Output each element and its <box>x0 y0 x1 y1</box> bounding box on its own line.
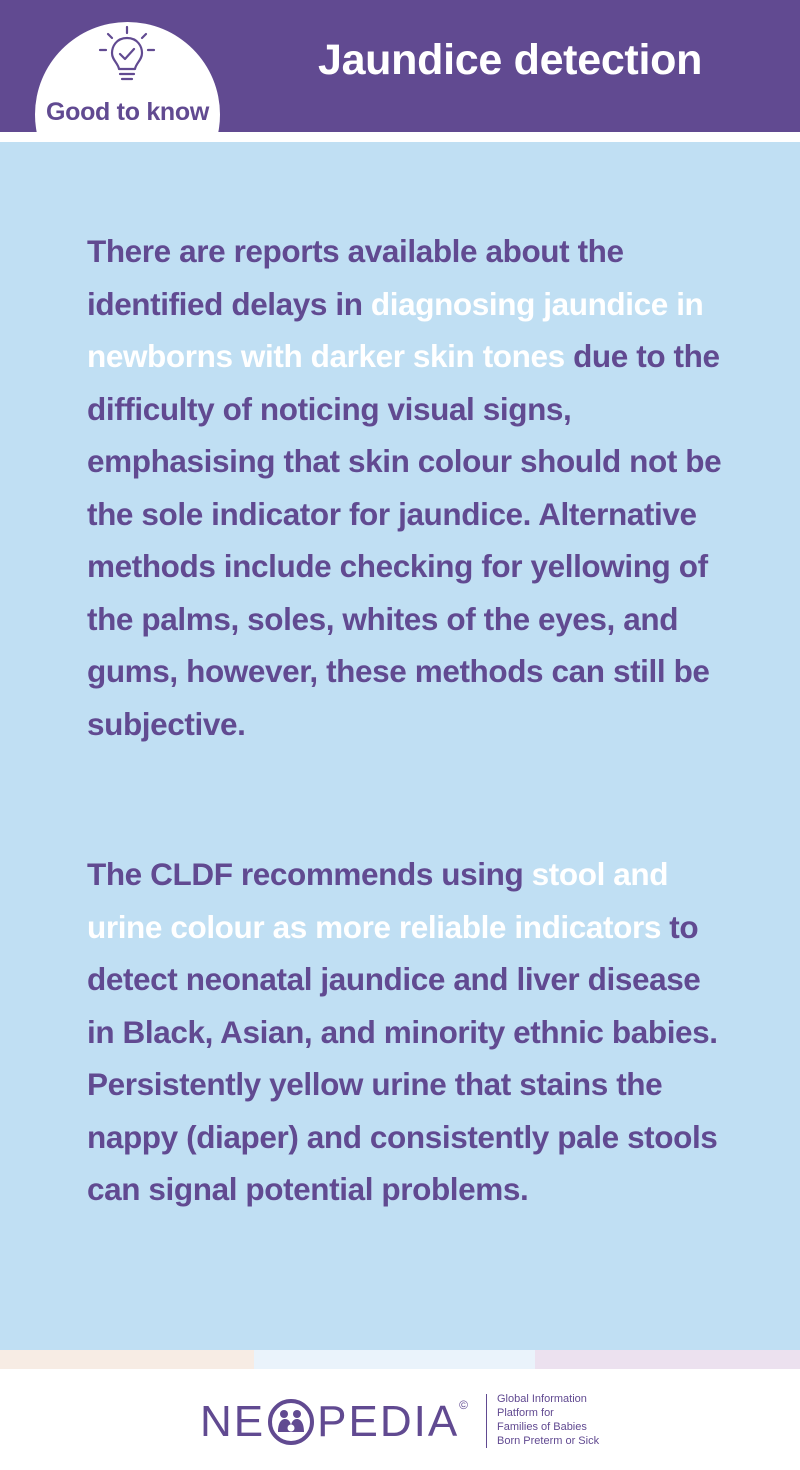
paragraph-1-text-end: due to the difficulty of noticing visual signs, emphasising that skin colour should not be the sole indicator for jaundice. Alternative methods include checking for yellowing of the palms, soles, whites of the eyes, and gums, however, these methods can still be subjective. <box>87 338 722 742</box>
color-stripe-blue <box>254 1350 535 1369</box>
footer-divider <box>486 1394 487 1448</box>
paragraph-2 <box>87 848 727 1216</box>
color-stripe-lilac <box>535 1350 800 1369</box>
tagline-line: Platform for <box>497 1407 554 1419</box>
tagline-line: Families of Babies <box>497 1421 587 1433</box>
header-divider <box>0 132 800 142</box>
footer-tagline <box>497 1392 637 1448</box>
neopedia-logo <box>200 1392 468 1452</box>
paragraph-2-text: The CLDF recommends using <box>87 856 532 892</box>
tagline-line: Global Information <box>497 1393 587 1405</box>
family-circle-icon <box>267 1398 315 1446</box>
logo-text-left: NE <box>200 1397 266 1446</box>
header-bar <box>0 0 800 132</box>
paragraph-2-highlight: stool and urine colour as more reliable indicators <box>87 856 669 945</box>
logo-text-right: PEDIA <box>317 1397 460 1446</box>
paragraph-1-highlight: diagnosing jaundice in newborns with darker skin tones <box>87 285 704 374</box>
paragraph-1 <box>87 225 727 750</box>
paragraph-1-text: There are reports available about the identified delays in <box>87 233 624 322</box>
paragraph-2-text-end: to detect neonatal jaundice and liver disease in Black, Asian, and minority ethnic babies. Persistently yellow urine that stains the nappy (diaper) and consistently pale stools can signal potential problems. <box>87 908 718 1207</box>
page-title: Jaundice detection <box>317 36 703 84</box>
tagline-line: Born Preterm or Sick <box>497 1435 600 1447</box>
lightbulb-check-icon <box>96 25 158 87</box>
color-stripe-peach <box>0 1350 254 1369</box>
copyright-mark: © <box>459 1398 469 1412</box>
badge-label: Good to know <box>45 98 210 126</box>
